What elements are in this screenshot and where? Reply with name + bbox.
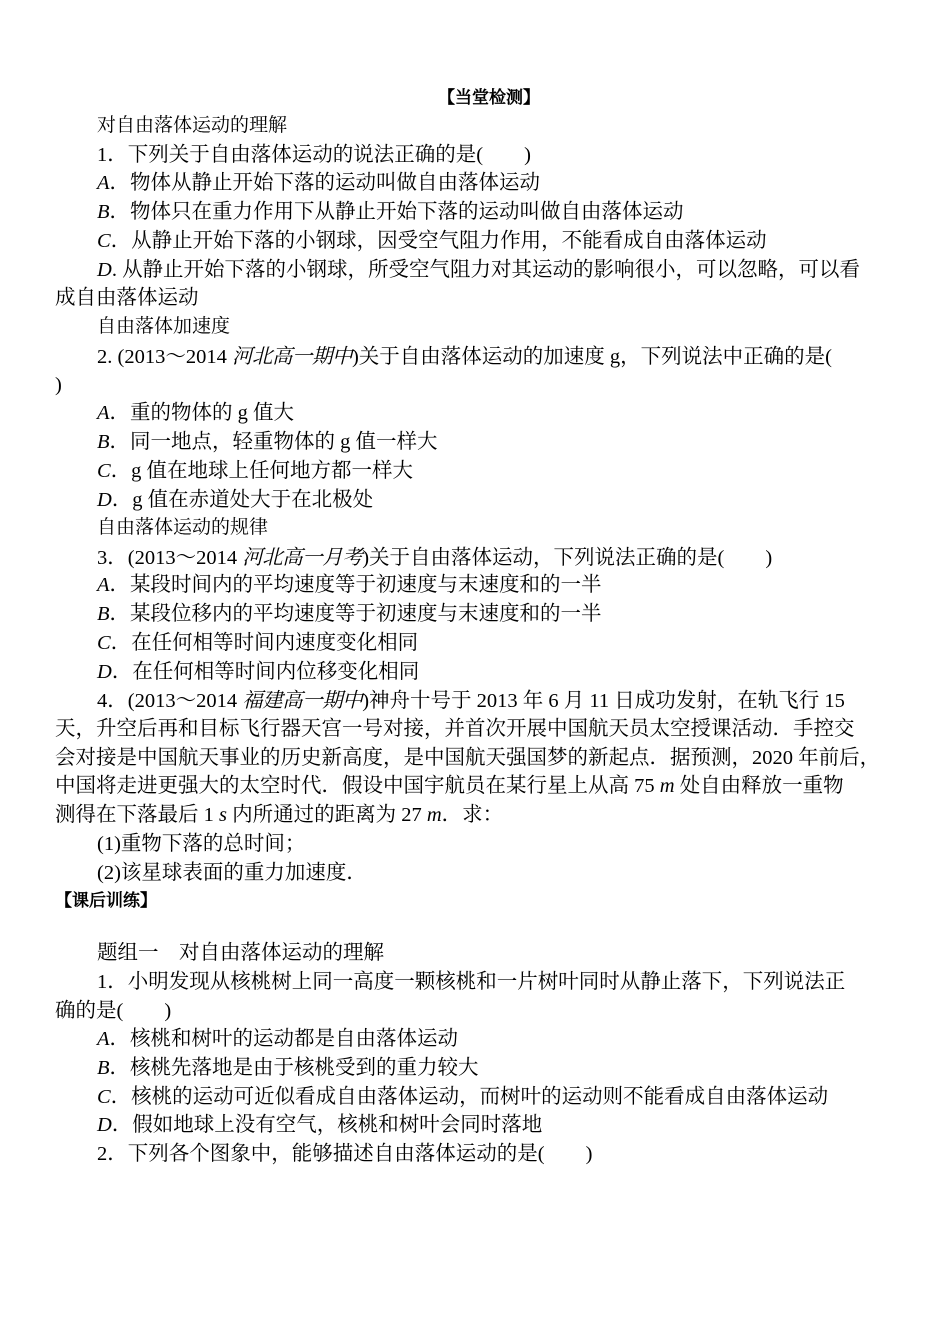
question-stem-line: 天，升空后再和目标飞行器天宫一号对接，并首次开展中国航天员太空授课活动．手控交 <box>55 718 855 740</box>
option-text: ．重的物体的 g 值大 <box>109 402 295 424</box>
option-text: ．g 值在赤道处大于在北极处 <box>111 489 374 511</box>
section-title: 【课后训练】 <box>55 891 157 911</box>
topic-heading: 自由落体加速度 <box>97 316 231 337</box>
option-d-continued: 成自由落体运动 <box>55 287 199 309</box>
group-heading: 题组一 对自由落体运动的理解 <box>97 942 384 964</box>
sub-question: (1)重物下落的总时间； <box>97 833 306 855</box>
option-text: ．核桃和树叶的运动都是自由落体运动 <box>109 1028 459 1050</box>
stem-text: 处自由释放一重物 <box>674 775 844 797</box>
option-d <box>97 256 860 284</box>
unit-symbol: s <box>219 804 227 826</box>
option-letter: A <box>97 402 110 424</box>
question-stem <box>97 686 845 715</box>
question-stem-continued: ) <box>55 374 62 396</box>
option-letter: B <box>97 431 110 453</box>
option-text: ．从静止开始下落的小钢球，因受空气阻力作用，不能看成自由落体运动 <box>110 230 767 252</box>
option-c <box>97 227 767 255</box>
option-text: . 从静止开始下落的小钢球，所受空气阻力对其运动的影响很小，可以忽略，可以看 <box>111 259 861 281</box>
option-a <box>97 169 540 197</box>
option-text: ．在任何相等时间内速度变化相同 <box>110 632 419 654</box>
stem-text: )关于自由落体运动的加速度 g，下列说法中正确的是( <box>351 346 832 368</box>
option-letter: D <box>97 259 112 281</box>
option-letter: C <box>97 230 111 252</box>
option-d <box>97 658 419 686</box>
stem-text: 测得在下落最后 1 <box>55 804 219 826</box>
question-stem-continued: 确的是( ) <box>55 1000 172 1022</box>
option-a <box>97 1025 458 1053</box>
option-letter: C <box>97 632 111 654</box>
option-letter: C <box>97 460 111 482</box>
option-letter: A <box>97 172 110 194</box>
option-d <box>97 486 373 514</box>
sub-question: (2)该星球表面的重力加速度． <box>97 862 367 884</box>
option-text: ．在任何相等时间内位移变化相同 <box>111 661 420 683</box>
option-c <box>97 1083 828 1111</box>
option-text: ．g 值在地球上任何地方都一样大 <box>110 460 414 482</box>
option-text: ．假如地球上没有空气，核桃和树叶会同时落地 <box>111 1114 543 1136</box>
stem-text: 3．(2013～2014 <box>97 547 243 569</box>
option-letter: B <box>97 603 110 625</box>
topic-heading: 自由落体运动的规律 <box>97 517 269 538</box>
option-text: ．某段时间内的平均速度等于初速度与末速度和的一半 <box>109 574 602 596</box>
option-a <box>97 399 294 427</box>
unit-symbol: m <box>426 804 442 826</box>
option-letter: B <box>97 1057 110 1079</box>
question-stem-line <box>55 772 844 800</box>
stem-text: ．求： <box>441 804 504 826</box>
option-text: ．核桃先落地是由于核桃受到的重力较大 <box>109 1057 479 1079</box>
option-d <box>97 1111 542 1139</box>
option-letter: A <box>97 1028 110 1050</box>
option-c <box>97 457 413 485</box>
question-stem <box>97 342 832 371</box>
option-c <box>97 629 418 657</box>
question-stem <box>97 543 772 572</box>
option-letter: D <box>97 489 112 511</box>
question-stem: 1．下列关于自由落体运动的说法正确的是( ) <box>97 144 531 166</box>
unit-symbol: m <box>659 775 675 797</box>
question-source: 河北高一月考 <box>242 545 363 569</box>
section-title: 【当堂检测】 <box>438 88 540 108</box>
option-letter: C <box>97 1086 111 1108</box>
question-stem: 1．小明发现从核桃树上同一高度一颗核桃和一片树叶同时从静止落下，下列说法正 <box>97 971 846 993</box>
stem-text: )神舟十号于 2013 年 6 月 11 日成功发射，在轨飞行 15 <box>362 690 845 712</box>
stem-text: 内所通过的距离为 27 <box>226 804 427 826</box>
option-text: ．某段位移内的平均速度等于初速度与末速度和的一半 <box>109 603 602 625</box>
option-b <box>97 600 602 628</box>
stem-text: )关于自由落体运动，下列说法正确的是( ) <box>362 547 773 569</box>
option-text: ．物体从静止开始下落的运动叫做自由落体运动 <box>109 172 541 194</box>
stem-text: 中国将走进更强大的太空时代．假设中国宇航员在某行星上从高 75 <box>55 775 660 797</box>
question-stem: 2．下列各个图象中，能够描述自由落体运动的是( ) <box>97 1143 593 1165</box>
option-letter: D <box>97 1114 112 1136</box>
option-b <box>97 198 684 226</box>
question-stem-line: 会对接是中国航天事业的历史新高度，是中国航天强国梦的新起点．据预测，2020 年前后， <box>55 747 881 769</box>
option-text: ．物体只在重力作用下从静止开始下落的运动叫做自由落体运动 <box>109 201 684 223</box>
option-letter: B <box>97 201 110 223</box>
option-b <box>97 1054 479 1082</box>
question-source: 福建高一期中 <box>242 688 363 712</box>
option-letter: D <box>97 661 112 683</box>
option-text: ．核桃的运动可近似看成自由落体运动，而树叶的运动则不能看成自由落体运动 <box>110 1086 829 1108</box>
question-stem-line <box>55 801 503 829</box>
question-source: 河北高一期中 <box>231 344 352 368</box>
stem-text: 4．(2013～2014 <box>97 690 243 712</box>
stem-text: 2. (2013～2014 <box>97 346 232 368</box>
option-text: ．同一地点，轻重物体的 g 值一样大 <box>109 431 438 453</box>
option-a <box>97 571 602 599</box>
option-letter: A <box>97 574 110 596</box>
topic-heading: 对自由落体运动的理解 <box>97 115 288 136</box>
option-b <box>97 428 438 456</box>
